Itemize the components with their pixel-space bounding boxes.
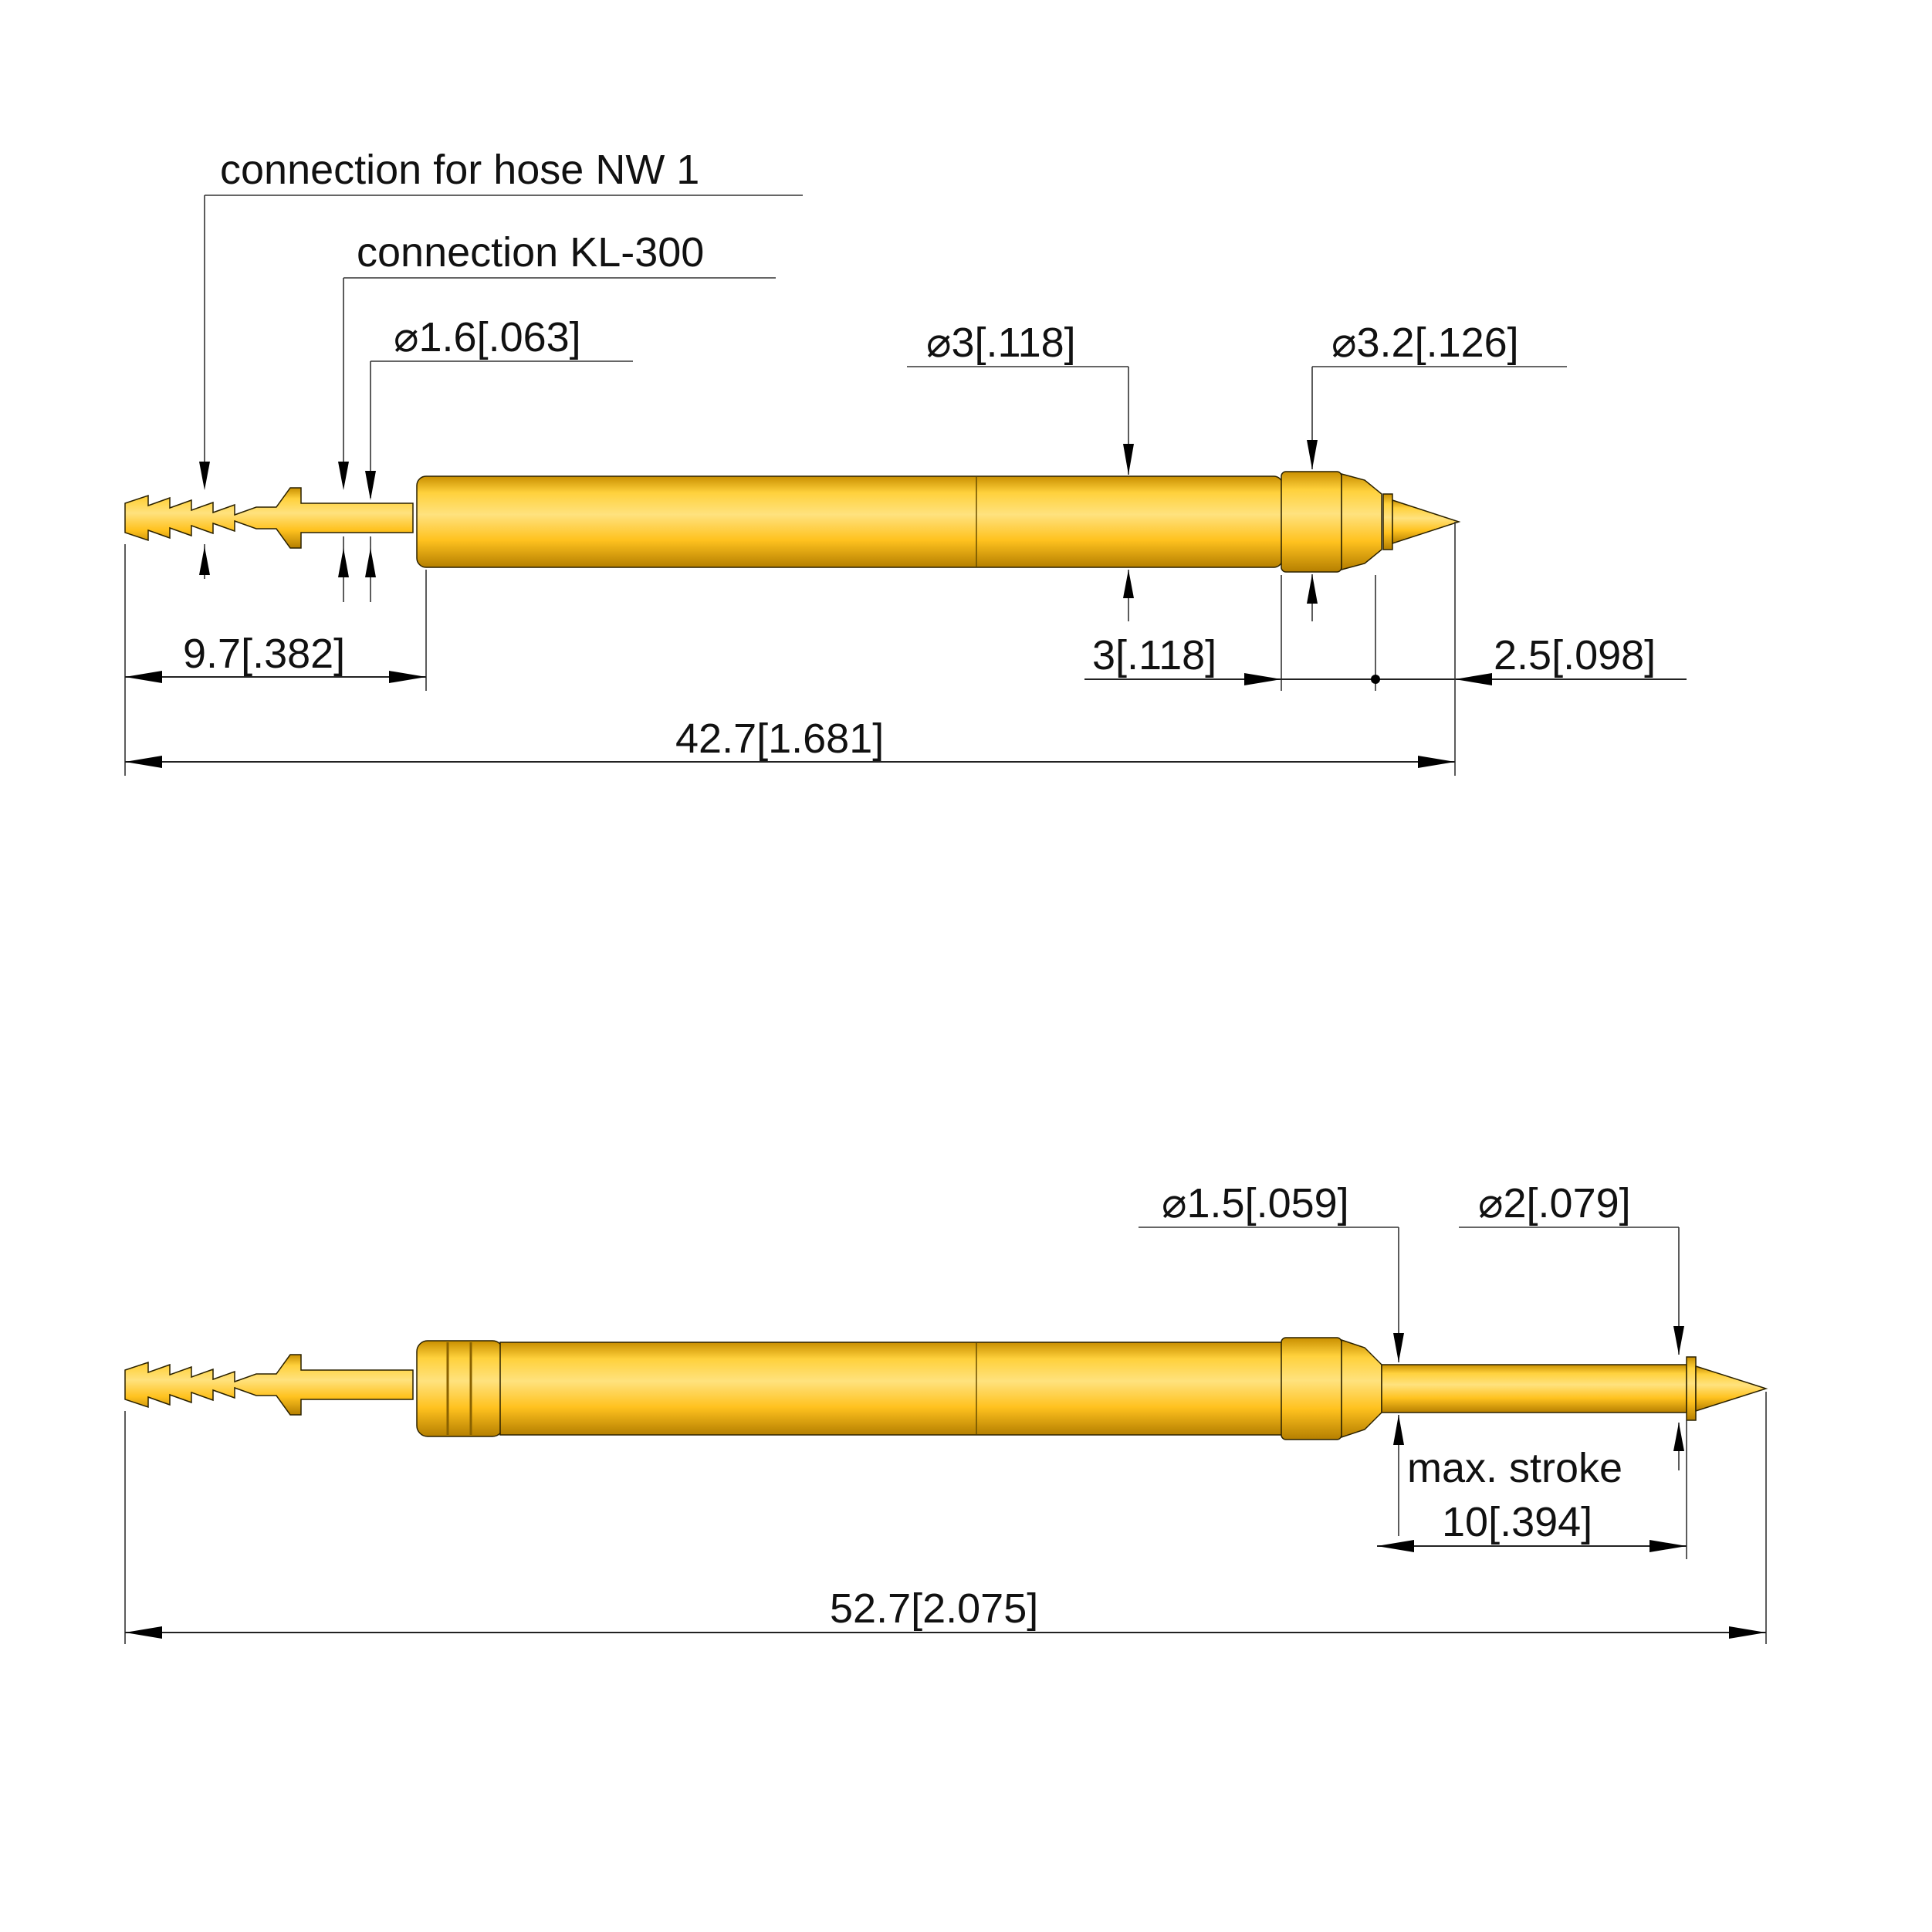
hose-barb bbox=[125, 488, 413, 548]
probe-tip bbox=[1392, 500, 1459, 543]
probe-tip-bottom bbox=[1696, 1366, 1766, 1411]
probe-bottom-view bbox=[125, 1338, 1766, 1440]
dim-collar-diameter: ⌀3.2[.126] bbox=[1331, 320, 1519, 366]
dim-stroke-label: max. stroke bbox=[1407, 1445, 1623, 1491]
dim-plunger-diameter: ⌀1.5[.059] bbox=[1162, 1180, 1349, 1227]
top-dimensions bbox=[125, 147, 1687, 776]
callout-kl300: connection KL-300 bbox=[357, 229, 705, 276]
dim-collar-length: 3[.118] bbox=[1092, 632, 1217, 678]
probe-collar-bottom bbox=[1281, 1338, 1342, 1440]
dim-body-diameter: ⌀3[.118] bbox=[926, 320, 1076, 366]
plunger-head bbox=[1383, 494, 1392, 550]
hose-barb-bottom bbox=[125, 1355, 413, 1415]
probe-nose bbox=[1342, 474, 1382, 570]
dim-tip-length: 2.5[.098] bbox=[1494, 632, 1656, 678]
dim-barb-length: 9.7[.382] bbox=[183, 631, 346, 677]
dim-total-length-top: 42.7[1.681] bbox=[675, 716, 885, 762]
probe-barrel-bottom bbox=[500, 1342, 1283, 1435]
barrel-grip bbox=[417, 1341, 503, 1436]
dim-head-diameter: ⌀2[.079] bbox=[1478, 1180, 1631, 1227]
callout-hose: connection for hose NW 1 bbox=[220, 147, 700, 193]
probe-nose-bottom bbox=[1342, 1340, 1382, 1437]
plunger-head-bottom bbox=[1687, 1357, 1696, 1420]
plunger-shaft bbox=[1382, 1365, 1687, 1413]
dim-tube-diameter: ⌀1.6[.063] bbox=[394, 314, 581, 360]
dim-total-length-bottom: 52.7[2.075] bbox=[830, 1585, 1039, 1632]
probe-collar bbox=[1281, 472, 1342, 572]
dim-stroke-value: 10[.394] bbox=[1442, 1499, 1593, 1545]
probe-barrel bbox=[417, 476, 1283, 567]
probe-top-view bbox=[125, 472, 1459, 572]
